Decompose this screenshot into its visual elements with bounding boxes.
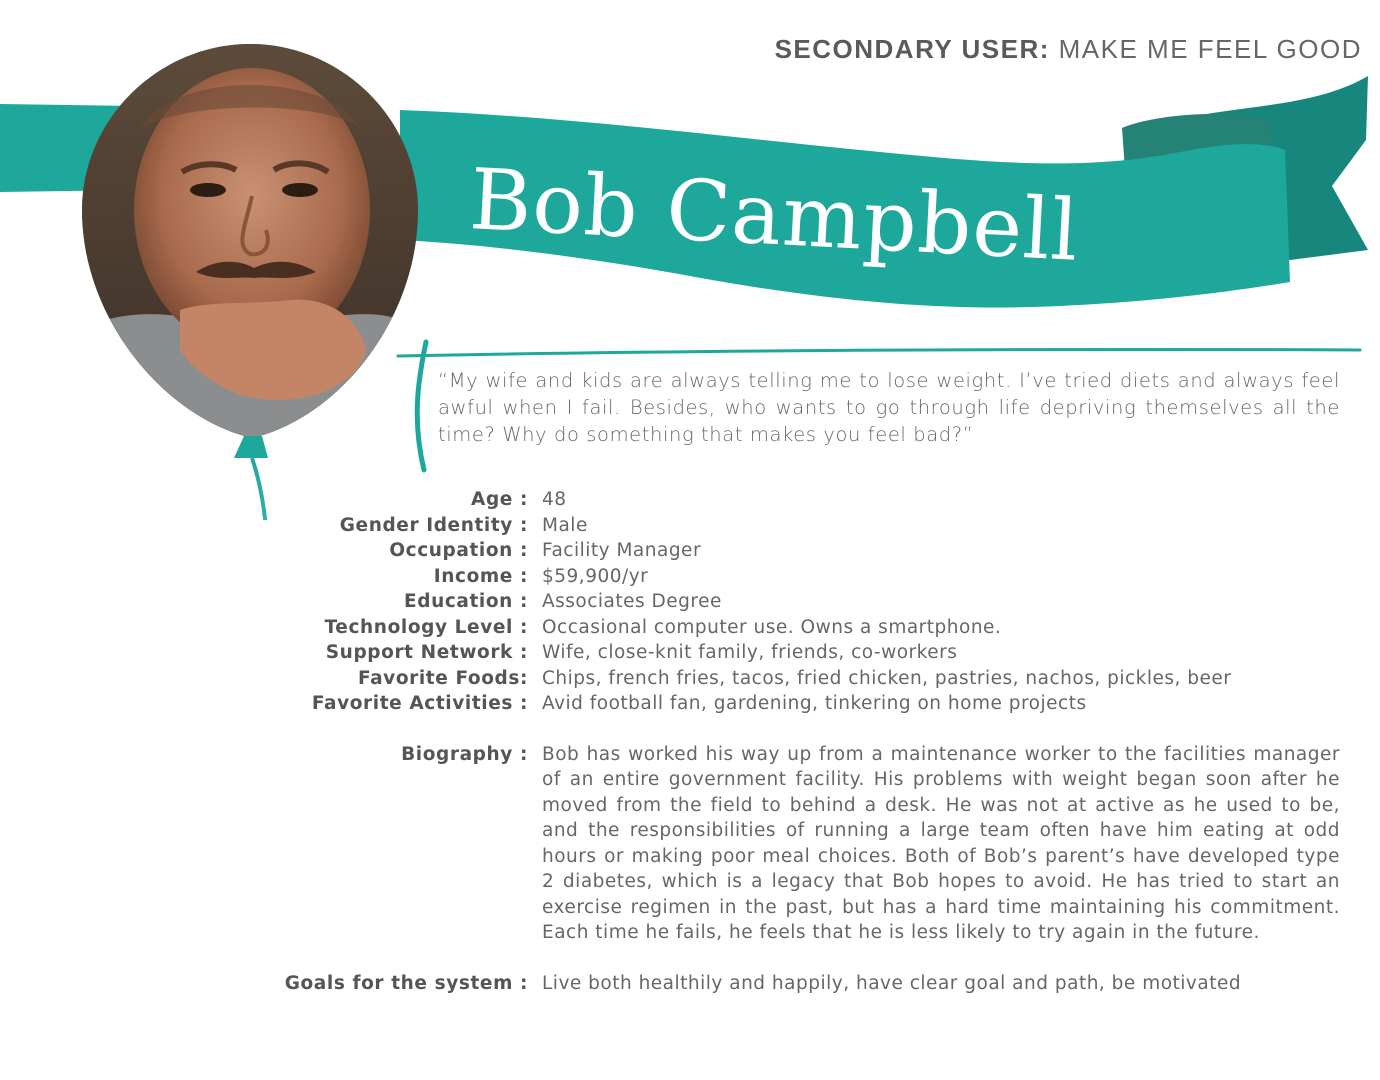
detail-label: Age : xyxy=(471,489,528,510)
persona-role-label: SECONDARY USER: xyxy=(774,34,1050,64)
goals-text: Live both healthily and happily, have clear goal and path, be motivated xyxy=(542,972,1242,994)
detail-row-occupation xyxy=(280,538,1350,564)
balloon-knot xyxy=(234,436,268,458)
persona-details xyxy=(280,487,1350,996)
portrait-photo xyxy=(80,40,420,440)
detail-value: Wife, close-knit family, friends, co-workers xyxy=(542,642,958,663)
detail-label: Income : xyxy=(433,565,528,587)
detail-label: Education : xyxy=(403,591,528,612)
detail-row-age xyxy=(280,487,1350,513)
balloon-string xyxy=(222,458,268,520)
quote-divider xyxy=(398,349,1360,356)
detail-value: Associates Degree xyxy=(542,591,722,612)
detail-value: Avid football fan, gardening, tinkering on home projects xyxy=(542,693,1087,714)
detail-row-foods xyxy=(280,666,1350,692)
biography-label: Biography : xyxy=(401,743,528,765)
detail-row-biography xyxy=(280,742,1350,946)
detail-label: Favorite Foods: xyxy=(357,667,528,689)
spacer xyxy=(280,717,1350,742)
detail-label: Favorite Activities : xyxy=(311,693,528,714)
detail-row-technology xyxy=(280,615,1350,641)
biography-text: Bob has worked his way up from a maintenance worker to the facilities manager of an entire government facility. His problems with weight began soon after he moved from the field to behind a desk. He was not at active as he used to be, and the responsibilities of running a large team often have him eating at odd hours or making poor meal choices. Both of Bob’s parent’s have developed type 2 diabetes, which is a legacy that Bob hopes to avoid. He has tried to start an exercise regimen in the past, but has a hard time maintaining his commitment. Each time he fails, he feels that he is less likely to try again in the future. xyxy=(542,743,1340,943)
detail-label: Occupation : xyxy=(389,540,528,561)
spacer xyxy=(280,946,1350,971)
detail-label: Technology Level : xyxy=(324,616,528,638)
persona-tagline: MAKE ME FEEL GOOD xyxy=(1058,34,1362,64)
detail-value: Chips, french fries, tacos, fried chicken, pastries, nachos, pickles, beer xyxy=(542,667,1232,689)
detail-row-gender xyxy=(280,513,1350,539)
persona-quote: “My wife and kids are always telling me to lose weight. I’ve tried diets and always feel awful when I fail. Besides, who wants to go through life depriving themselves all the time? Why do something that makes you feel bad?” xyxy=(438,369,1340,446)
detail-value: 48 xyxy=(542,489,567,510)
detail-value: Occasional computer use. Owns a smartphone. xyxy=(542,616,1002,638)
persona-name: Bob Campbell xyxy=(467,150,1082,280)
detail-row-income xyxy=(280,564,1350,590)
detail-label: Gender Identity : xyxy=(339,514,528,536)
detail-row-goals xyxy=(280,971,1350,997)
detail-row-education xyxy=(280,589,1350,615)
detail-label: Support Network : xyxy=(325,642,528,663)
detail-row-activities xyxy=(280,691,1350,717)
goals-label: Goals for the system : xyxy=(284,972,528,994)
detail-row-support xyxy=(280,640,1350,666)
detail-value: Facility Manager xyxy=(542,540,702,561)
quote-bracket xyxy=(417,342,426,470)
detail-value: $59,900/yr xyxy=(542,565,649,587)
detail-value: Male xyxy=(542,514,588,536)
